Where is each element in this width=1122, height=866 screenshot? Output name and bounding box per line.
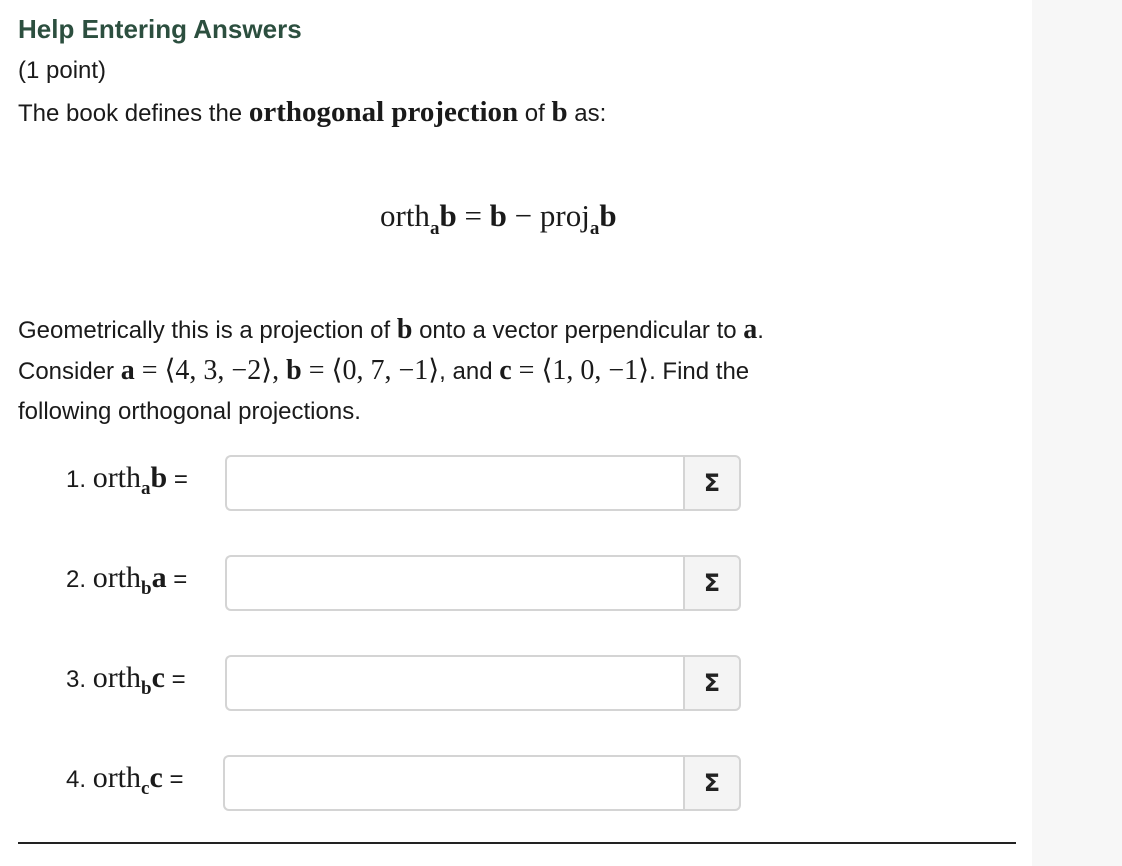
vector-a-name: a: [120, 355, 135, 386]
intro-vector: b: [551, 96, 568, 128]
question-op: orth: [92, 661, 142, 694]
right-gutter: [1032, 0, 1122, 866]
question-3-label: [66, 661, 186, 699]
statement-line-1: [18, 310, 764, 351]
question-1: [0, 455, 760, 513]
sigma-icon: Σ: [703, 469, 721, 497]
answer-input-1[interactable]: [225, 455, 683, 511]
question-number: 2.: [66, 566, 93, 593]
equation-editor-button-4[interactable]: [683, 755, 741, 811]
question-equals: =: [164, 666, 186, 693]
question-number: 1.: [66, 466, 93, 493]
vector-b-name: b: [286, 355, 302, 386]
eq-rhs-op: proj: [539, 198, 590, 233]
eq-rhs-vec2: b: [599, 198, 617, 233]
intro-term: orthogonal projection: [248, 96, 519, 128]
question-equals: =: [166, 566, 188, 593]
question-op: orth: [92, 761, 142, 794]
points-label: (1 point): [18, 57, 107, 84]
equation-editor-button-1[interactable]: [683, 455, 741, 511]
vector-c-value: = ⟨1, 0, −1⟩: [511, 355, 650, 386]
question-sub: a: [141, 478, 151, 499]
question-4-label: [66, 761, 184, 799]
answer-input-4[interactable]: [223, 755, 683, 811]
eq-lhs-sub: a: [429, 218, 440, 239]
line2-end: . Find the: [649, 358, 750, 385]
question-2: [0, 555, 760, 613]
line2-consider: Consider: [18, 358, 121, 385]
sigma-icon: Σ: [703, 769, 721, 797]
section-divider: [18, 842, 1016, 844]
problem-statement: [18, 310, 764, 432]
question-equals: =: [167, 466, 188, 493]
vector-a-value: = ⟨4, 3, −2⟩,: [134, 355, 287, 386]
intro-suffix: as:: [567, 100, 607, 127]
question-2-label: [66, 561, 188, 599]
line1-period: .: [757, 317, 764, 344]
line1-vec-b: b: [396, 314, 413, 345]
intro-text: [18, 96, 606, 129]
question-vec: c: [149, 761, 163, 794]
question-vec: c: [151, 661, 165, 694]
question-1-label: [66, 461, 188, 499]
question-4: [0, 755, 760, 813]
answer-input-2[interactable]: [225, 555, 683, 611]
question-3: [0, 655, 760, 713]
question-op: orth: [92, 561, 142, 594]
eq-equals: =: [456, 198, 490, 233]
statement-line-3: following orthogonal projections.: [18, 398, 361, 425]
question-number: 4.: [66, 766, 93, 793]
eq-minus: −: [506, 198, 540, 233]
sigma-icon: Σ: [703, 569, 721, 597]
definition-equation: [380, 198, 617, 239]
intro-prefix: The book defines the: [18, 100, 249, 127]
eq-lhs-vec: b: [439, 198, 457, 233]
equation-editor-button-2[interactable]: [683, 555, 741, 611]
answer-input-3[interactable]: [225, 655, 683, 711]
eq-lhs-op: orth: [380, 198, 430, 233]
line1-text-c: onto a vector perpendicular to: [412, 317, 744, 344]
statement-line-2: [18, 351, 764, 392]
question-vec: b: [150, 461, 168, 494]
help-entering-answers-link[interactable]: Help Entering Answers: [18, 14, 302, 44]
question-number: 3.: [66, 666, 93, 693]
eq-rhs-sub: a: [589, 218, 600, 239]
sigma-icon: Σ: [703, 669, 721, 697]
question-sub: b: [141, 678, 152, 699]
question-vec: a: [151, 561, 167, 594]
question-equals: =: [162, 766, 184, 793]
eq-rhs-vec: b: [489, 198, 507, 233]
question-op: orth: [92, 461, 142, 494]
line2-and: , and: [439, 358, 500, 385]
question-sub: c: [141, 778, 150, 799]
line1-text-a: Geometrically this is a projection of: [18, 317, 397, 344]
vector-b-value: = ⟨0, 7, −1⟩: [301, 355, 440, 386]
equation-editor-button-3[interactable]: [683, 655, 741, 711]
question-sub: b: [141, 578, 152, 599]
vector-c-name: c: [499, 355, 512, 386]
intro-of: of: [518, 100, 552, 127]
line1-vec-a: a: [743, 314, 758, 345]
